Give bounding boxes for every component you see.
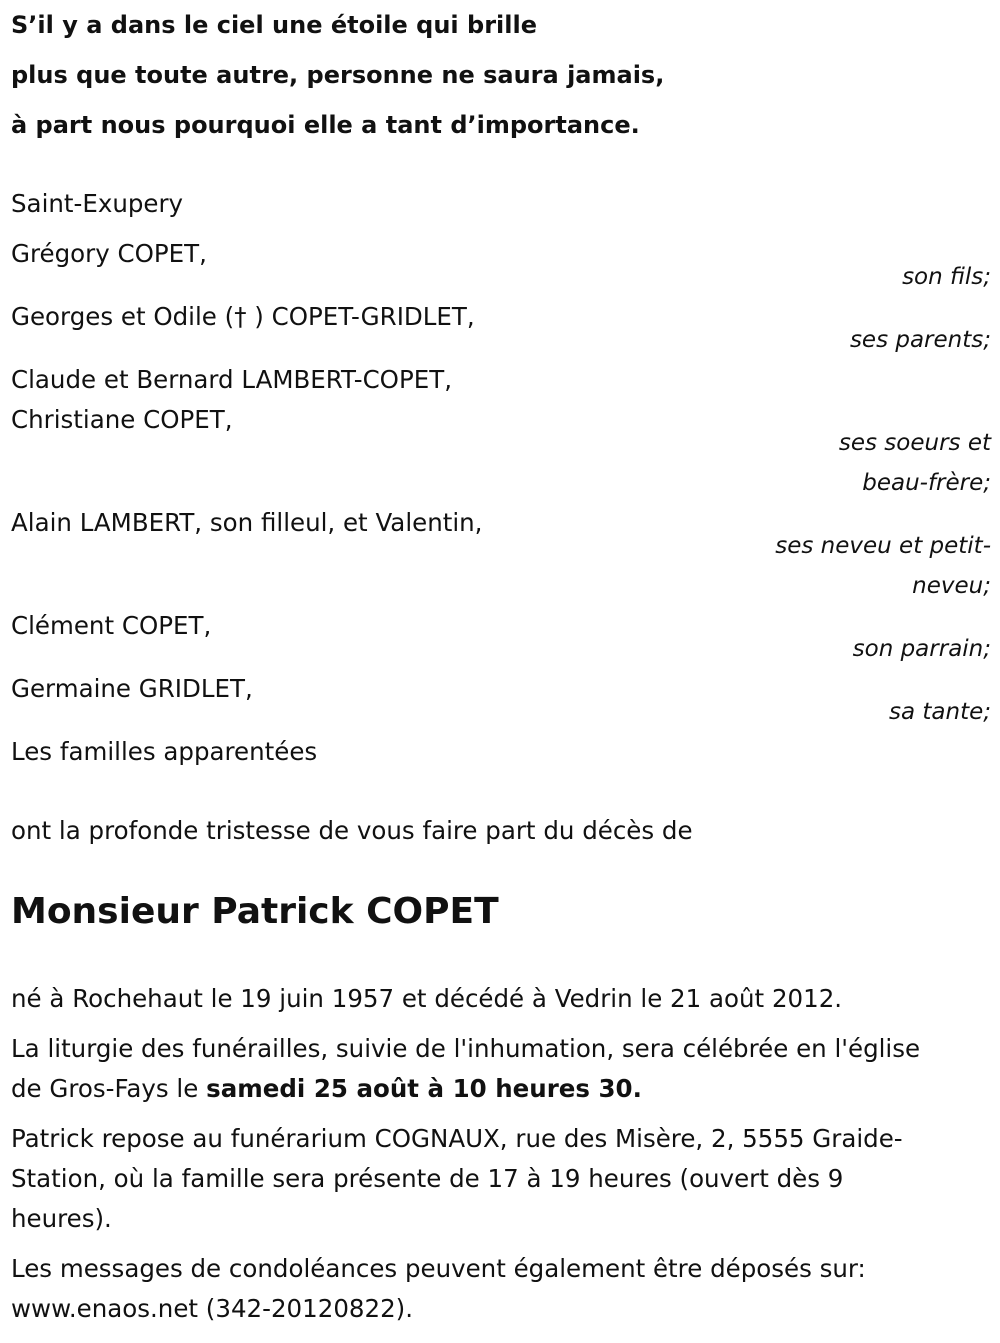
deceased-name: Monsieur Patrick COPET <box>11 891 499 932</box>
mourner-names: Georges et Odile († ) COPET-GRIDLET, <box>11 302 475 331</box>
mourner-relation: ses parents; <box>849 327 991 353</box>
mourner-relation: neveu; <box>912 573 991 599</box>
funerarium-line-2: Station, où la famille sera présente de 17 à 19 heures (ouvert dès 9 <box>11 1164 844 1193</box>
mourner-relation: ses neveu et petit- <box>775 533 991 559</box>
quote-author: Saint-Exupery <box>11 189 184 218</box>
quote-line-3: à part nous pourquoi elle a tant d’importance. <box>11 111 640 139</box>
mourner-names: Alain LAMBERT, son filleul, et Valentin, <box>11 508 483 537</box>
liturgy-line-2 <box>11 1074 642 1104</box>
quote-line-1: S’il y a dans le ciel une étoile qui brille <box>11 11 537 39</box>
funerarium-line-3: heures). <box>11 1204 112 1233</box>
liturgy-line-2-prefix: de Gros-Fays le <box>11 1074 207 1103</box>
birth-death-line: né à Rochehaut le 19 juin 1957 et décédé à Vedrin le 21 août 2012. <box>11 984 843 1013</box>
mourner-relation: sa tante; <box>889 699 991 725</box>
condolences-line-1: Les messages de condoléances peuvent également être déposés sur: <box>11 1254 866 1283</box>
mourner-relation: ses soeurs et <box>838 430 991 456</box>
funerarium-line-1: Patrick repose au funérarium COGNAUX, rue des Misère, 2, 5555 Graide- <box>11 1124 903 1153</box>
quote-line-2: plus que toute autre, personne ne saura jamais, <box>11 61 665 89</box>
mourner-relation: son parrain; <box>852 636 991 662</box>
mourner-names: Germaine GRIDLET, <box>11 674 253 703</box>
mourner-names: Grégory COPET, <box>11 239 207 268</box>
funeral-date-time: samedi 25 août à 10 heures 30. <box>206 1074 642 1103</box>
mourner-relation: son fils; <box>902 264 991 290</box>
mourner-names: Christiane COPET, <box>11 405 233 434</box>
mourner-relation: beau-frère; <box>862 470 991 496</box>
related-families: Les familles apparentées <box>11 737 318 766</box>
liturgy-line-1: La liturgie des funérailles, suivie de l'inhumation, sera célébrée en l'église <box>11 1034 921 1063</box>
mourner-names: Claude et Bernard LAMBERT-COPET, <box>11 365 452 394</box>
announcement-text: ont la profonde tristesse de vous faire part du décès de <box>11 816 693 845</box>
condolences-line-2: www.enaos.net (342-20120822). <box>11 1294 414 1323</box>
mourner-names: Clément COPET, <box>11 611 212 640</box>
